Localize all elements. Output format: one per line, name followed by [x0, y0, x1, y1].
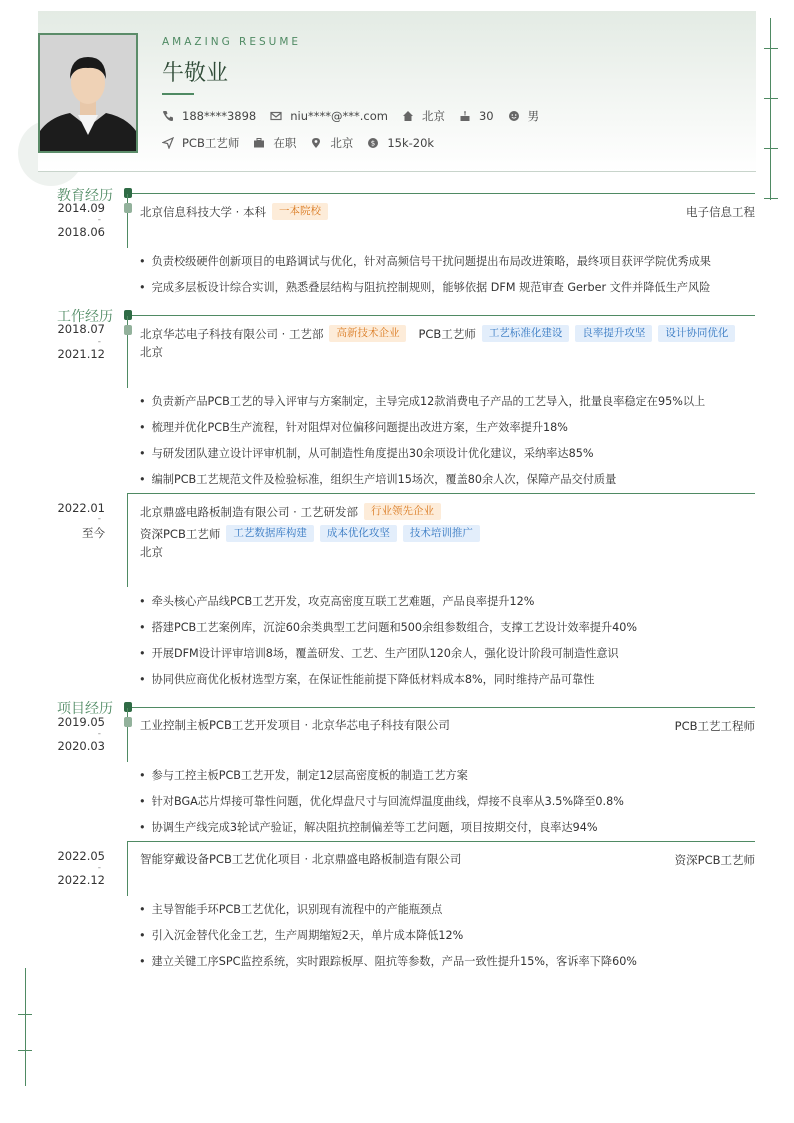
edu-bullet: • 负责校级硬件创新项目的电路调试与优化，针对高频信号干扰问题提出布局改进策略，最终项目获评学院优秀成果	[139, 253, 711, 269]
decor-line-left	[25, 968, 26, 1086]
work-start-date: 2018.07	[57, 322, 105, 336]
decor-tick	[18, 1050, 32, 1051]
role-tag: 工艺标准化建设	[482, 325, 570, 342]
date-separator: -	[97, 514, 101, 524]
section-marker	[124, 188, 132, 198]
section-marker	[124, 702, 132, 712]
section-line	[132, 315, 755, 316]
work-company-row	[140, 325, 735, 342]
entry-marker	[124, 203, 132, 213]
work-start-date: 2022.01	[57, 501, 105, 515]
role-tag: 成本优化攻坚	[320, 525, 397, 542]
home-icon	[402, 110, 414, 122]
work-bullet: • 协同供应商优化板材选型方案，在保证性能前提下降低材料成本8%，同时维持产品可靠性	[139, 671, 595, 687]
project-start-date: 2019.05	[57, 715, 105, 729]
age-text: 30	[478, 109, 494, 123]
edu-bullet: • 完成多层板设计综合实训，熟悉叠层结构与阻抗控制规则，能够依据 DFM 规范审查 Gerber 文件并降低生产风险	[139, 279, 710, 295]
date-separator: -	[97, 729, 101, 739]
role-tag: 良率提升攻坚	[575, 325, 652, 342]
city-info	[310, 135, 353, 151]
contact-row	[162, 108, 553, 124]
header-title: AMAZING RESUME	[162, 36, 302, 48]
decor-tick	[764, 198, 778, 199]
project-end-date: 2022.12	[57, 873, 105, 887]
section-title-education: 教育经历	[57, 188, 113, 204]
project-bullet: • 引入沉金替代化金工艺，生产周期缩短2天，单片成本降低12%	[139, 927, 463, 943]
project-role: 资深PCB工艺师	[674, 853, 755, 867]
age-info	[459, 109, 494, 123]
role-tag: 设计协同优化	[658, 325, 735, 342]
work-company-row	[140, 503, 441, 520]
project-role: PCB工艺工程师	[674, 719, 755, 733]
decor-tick	[764, 48, 778, 49]
school-name: 北京信息科技大学 · 本科	[140, 204, 266, 219]
edu-end-date: 2018.06	[57, 225, 105, 239]
work-bullet: • 与研发团队建立设计评审机制，从可制造性角度提出30余项设计优化建议，采纳率达85%	[139, 445, 593, 461]
mail-icon	[270, 110, 282, 122]
job-role: PCB工艺师	[418, 326, 476, 341]
project-name: 工业控制主板PCB工艺开发项目 · 北京华芯电子科技有限公司	[140, 718, 450, 732]
entry-top-line	[128, 841, 755, 842]
section-line	[132, 193, 755, 194]
salary-info	[367, 136, 434, 150]
role-tag: 技术培训推广	[403, 525, 480, 542]
gender-text: 男	[527, 109, 540, 123]
work-bullet: • 负责新产品PCB工艺的导入评审与方案制定，主导完成12款消费电子产品的工艺导入，批量良率稳定在95%以上	[139, 393, 705, 409]
work-bullet: • 编制PCB工艺规范文件及检验标准，组织生产培训15场次，覆盖80余人次，保障产品交付质量	[139, 471, 616, 487]
briefcase-icon	[253, 137, 265, 149]
entry-bar	[127, 493, 128, 587]
salary-text: 15k-20k	[387, 136, 435, 150]
date-separator: -	[97, 337, 101, 347]
status-text: 在职	[273, 136, 297, 150]
name-underline	[162, 93, 194, 95]
edu-major: 电子信息工程	[686, 205, 755, 219]
company-name: 北京华芯电子科技有限公司 · 工艺部	[140, 326, 324, 341]
email-text: niu****@***.com	[290, 109, 388, 123]
city-text: 北京	[330, 136, 354, 150]
work-bullet: • 牵头核心产品线PCB工艺开发，攻克高密度互联工艺难题，产品良率提升12%	[139, 593, 534, 609]
project-bullet: • 针对BGA芯片焊接可靠性问题，优化焊盘尺寸与回流焊温度曲线，焊接不良率从3.5%降至0.8%	[139, 793, 624, 809]
decor-tick	[764, 148, 778, 149]
section-marker	[124, 310, 132, 320]
status-info	[253, 135, 296, 151]
job-intent-row	[162, 135, 448, 151]
project-name: 智能穿戴设备PCB工艺优化项目 · 北京鼎盛电路板制造有限公司	[140, 852, 462, 866]
send-icon	[162, 137, 174, 149]
entry-top-line	[128, 493, 755, 494]
job-role: 资深PCB工艺师	[140, 526, 221, 541]
company-name: 北京鼎盛电路板制造有限公司 · 工艺研发部	[140, 504, 358, 519]
project-bullet: • 协调生产线完成3轮试产验证，解决阻抗控制偏差等工艺问题，项目按期交付，良率达94%	[139, 819, 598, 835]
smile-icon	[508, 110, 520, 122]
role-tag: 工艺数据库构建	[226, 525, 314, 542]
work-end-date: 至今	[82, 526, 105, 540]
company-tag: 行业领先企业	[364, 503, 441, 520]
hometown-info	[402, 108, 445, 124]
cake-icon	[459, 110, 471, 122]
candidate-name: 牛敬业	[162, 61, 229, 86]
work-bullet: • 搭建PCB工艺案例库，沉淀60余类典型工艺问题和500余组参数组合，支撑工艺设计效率提升40%	[139, 619, 637, 635]
project-bullet: • 参与工控主板PCB工艺开发，制定12层高密度板的制造工艺方案	[139, 767, 468, 783]
location-pin-icon	[310, 137, 322, 149]
phone-icon	[162, 110, 174, 122]
work-bullet: • 梳理并优化PCB生产流程，针对阻焊对位偏移问题提出改进方案，生产效率提升18%	[139, 419, 568, 435]
position-text: PCB工艺师	[182, 136, 240, 150]
company-tag: 高新技术企业	[329, 325, 406, 342]
project-bullet: • 主导智能手环PCB工艺优化，识别现有流程中的产能瓶颈点	[139, 901, 442, 917]
svg-text:$: $	[371, 139, 376, 148]
email-info	[270, 109, 388, 123]
decor-tick	[18, 1014, 32, 1015]
position-info	[162, 135, 239, 151]
section-title-projects: 项目经历	[57, 701, 113, 717]
edu-school-row	[140, 203, 328, 220]
phone-text: 188****3898	[182, 109, 257, 123]
phone-info	[162, 109, 256, 123]
decor-line-right	[770, 18, 771, 200]
work-end-date: 2021.12	[57, 347, 105, 361]
work-role-row	[140, 525, 480, 542]
date-separator: -	[97, 863, 101, 873]
entry-marker	[124, 717, 132, 727]
hometown-text: 北京	[421, 109, 445, 123]
decor-tick	[764, 98, 778, 99]
project-start-date: 2022.05	[57, 849, 105, 863]
school-tag: 一本院校	[272, 203, 328, 220]
work-city: 北京	[140, 545, 163, 559]
project-end-date: 2020.03	[57, 739, 105, 753]
edu-start-date: 2014.09	[57, 201, 105, 215]
project-bullet: • 建立关键工序SPC监控系统，实时跟踪板厚、阻抗等参数，产品一致性提升15%，客诉率下降60%	[139, 953, 637, 969]
work-city: 北京	[140, 345, 163, 359]
section-line	[132, 707, 755, 708]
work-bullet: • 开展DFM设计评审培训8场，覆盖研发、工艺、生产团队120余人，强化设计阶段可制造性意识	[139, 645, 619, 661]
entry-bar	[127, 841, 128, 896]
salary-icon	[367, 137, 379, 149]
entry-marker	[124, 325, 132, 335]
date-separator: -	[97, 215, 101, 225]
profile-photo	[38, 33, 138, 153]
gender-info	[508, 108, 540, 124]
header-divider	[38, 171, 756, 172]
section-title-work: 工作经历	[57, 309, 113, 325]
